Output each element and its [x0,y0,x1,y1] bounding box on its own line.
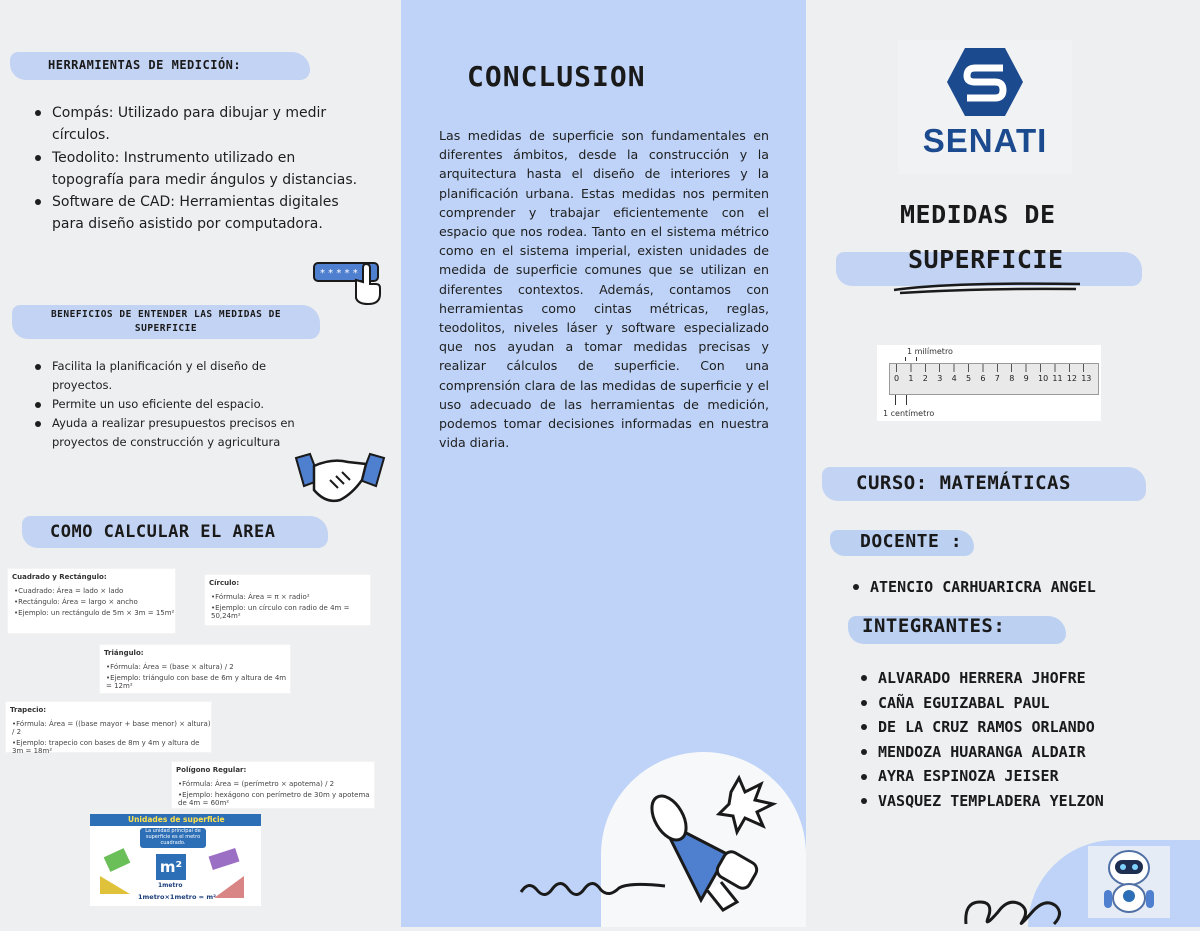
ruler-number: 8 [1009,374,1015,383]
list-item: Teodolito: Instrumento utilizado en topografía para medir ángulos y distancias. [32,147,362,192]
list-item: VASQUEZ TEMPLADERA YELZON [858,789,1188,814]
card-row: • Ejemplo: hexágono con perímetro de 30m y apotema de 4m = 60m² [178,791,374,807]
list-item: MENDOZA HUARANGA ALDAIR [858,740,1188,765]
polygon-card [172,762,374,808]
ruler-number: 10 [1038,374,1049,383]
list-item: ALVARADO HERRERA JHOFRE [858,666,1188,691]
senati-logo [898,40,1072,174]
ruler-number: 7 [994,374,1000,383]
card-row: • Cuadrado: Área = lado × lado [14,587,175,595]
card-row: • Ejemplo: trapecio con bases de 8m y 4m y altura de 3m = 18m² [12,739,211,755]
units-title: Unidades de superficie [128,815,225,824]
benefits-title: BENEFICIOS DE ENTENDER LAS MEDIDAS DE SUPERFICIE [50,309,282,334]
card-heading: Polígono Regular: [176,766,247,774]
card-heading: Círculo: [209,579,240,587]
ruler-image [877,345,1101,421]
units-subtitle: La unidad principal de superficie es el metro cuadrado. [140,828,206,848]
card-row: • Rectángulo: Área = largo × ancho [14,598,175,606]
squares-card [8,569,175,633]
card-heading: Trapecio: [10,706,47,714]
ruler-number: 13 [1081,374,1092,383]
ruler-number: 1 [908,374,914,383]
yellow-triangle-icon [100,876,130,894]
ruler-number: 2 [922,374,928,383]
ruler-number: 9 [1023,374,1029,383]
benefits-list [32,357,302,452]
surface-units-image [90,814,261,906]
ruler-number: 6 [980,374,986,383]
course-label: CURSO: MATEMÁTICAS [856,472,1071,494]
list-item: Compás: Utilizado para dibujar y medir círculos. [32,102,362,147]
tools-list [32,102,362,236]
circle-card [205,575,370,625]
handshake-icon [292,450,388,506]
middle-panel [401,0,806,927]
list-item: AYRA ESPINOZA JEISER [858,764,1188,789]
senati-emblem-icon [945,46,1025,118]
members-label: INTEGRANTES: [862,615,1006,637]
title-line-1: MEDIDAS DE [900,200,1056,229]
squiggle-icon [519,876,669,900]
list-item: CAÑA EGUIZABAL PAUL [858,691,1188,716]
underline-scribble-icon [890,280,1084,296]
green-shape-icon [104,848,131,872]
teacher-label: DOCENTE : [860,531,963,552]
units-formula: 1metro×1metro = m² [138,893,217,901]
purple-shape-icon [209,848,240,870]
conclusion-title: CONCLUSION [467,60,646,93]
ruler-number: 0 [894,374,900,383]
card-row: • Ejemplo: un círculo con radio de 4m = 50,24m² [211,604,370,620]
list-item: DE LA CRUZ RAMOS ORLANDO [858,715,1188,740]
members-list [858,666,1188,814]
card-row: • Fórmula: Área = (perímetro × apotema) / 2 [178,780,374,788]
card-row: • Ejemplo: triángulo con base de 6m y altura de 4m = 12m² [106,674,290,690]
ruler-body [889,363,1099,395]
m2-square: m² [156,854,186,880]
list-item: Ayuda a realizar presupuestos precisos en proyectos de construcción y agricultura [32,414,302,452]
red-triangle-icon [214,876,244,898]
card-heading: Triángulo: [104,649,144,657]
card-heading: Cuadrado y Rectángulo: [12,573,107,581]
tools-title: HERRAMIENTAS DE MEDICIÓN: [48,58,242,72]
ruler-number: 11 [1052,374,1063,383]
loop-scribble-icon [962,888,1082,927]
card-row: • Fórmula: Área = ((base mayor + base menor) × altura) / 2 [12,720,211,736]
ruler-mm-label: 1 milímetro [907,347,953,356]
card-row: • Fórmula: Área = π × radio² [211,593,370,601]
senati-text: SENATI [922,122,1048,159]
triangle-card [100,645,290,693]
title-line-2: SUPERFICIE [908,245,1064,274]
ruler-number: 12 [1066,374,1077,383]
ruler-cm-label: 1 centímetro [883,409,935,418]
teacher-list [850,577,1180,597]
ruler-number: 3 [937,374,943,383]
list-item: Permite un uso eficiente del espacio. [32,395,302,414]
card-row: • Fórmula: Área = (base × altura) / 2 [106,663,290,671]
conclusion-body: Las medidas de superficie son fundamentales en diferentes ámbitos, desde la construcción y la arquitectura hasta el diseño de interiores y la planificación urbana. Estas medidas nos permiten comprender y trabajar eficientemente con el espacio que nos rodea. Tanto en el sistema métrico como en el sistema imperial, existen unidades de medida de superficie comunes que se utilizan en diferentes contextos. Además, contamos con herramientas como cintas métricas, reglas, teodolitos, niveles láser y software especializado que nos ayudan a tomar medidas precisas y realizar cálculos de superficie. Con una comprensión clara de las medidas de superficie y el uso adecuado de las herramientas de medición, podemos tomar decisiones informadas en nuestra vida diaria. [439,128,769,451]
teacher-name: ATENCIO CARHUARICRA ANGEL [850,577,1180,597]
list-item: Software de CAD: Herramientas digitales para diseño asistido por computadora. [32,191,362,236]
ruler-number: 4 [951,374,957,383]
ruler-ticks [896,364,1096,372]
units-meter-label: 1metro [158,882,183,889]
ruler-number: 5 [966,374,972,383]
click-icon [312,260,390,306]
ruler-numbers [896,374,1096,386]
trapezoid-card [6,702,211,755]
ruler-mm-marker [905,357,917,361]
calc-title: COMO CALCULAR EL AREA [50,522,276,542]
svg-text:* * * * *: * * * * * [320,268,358,279]
robot-icon [1088,846,1170,918]
list-item: Facilita la planificación y el diseño de proyectos. [32,357,302,395]
ruler-cm-marker [895,395,907,405]
card-row: • Ejemplo: un rectángulo de 5m × 3m = 15m² [14,609,175,617]
